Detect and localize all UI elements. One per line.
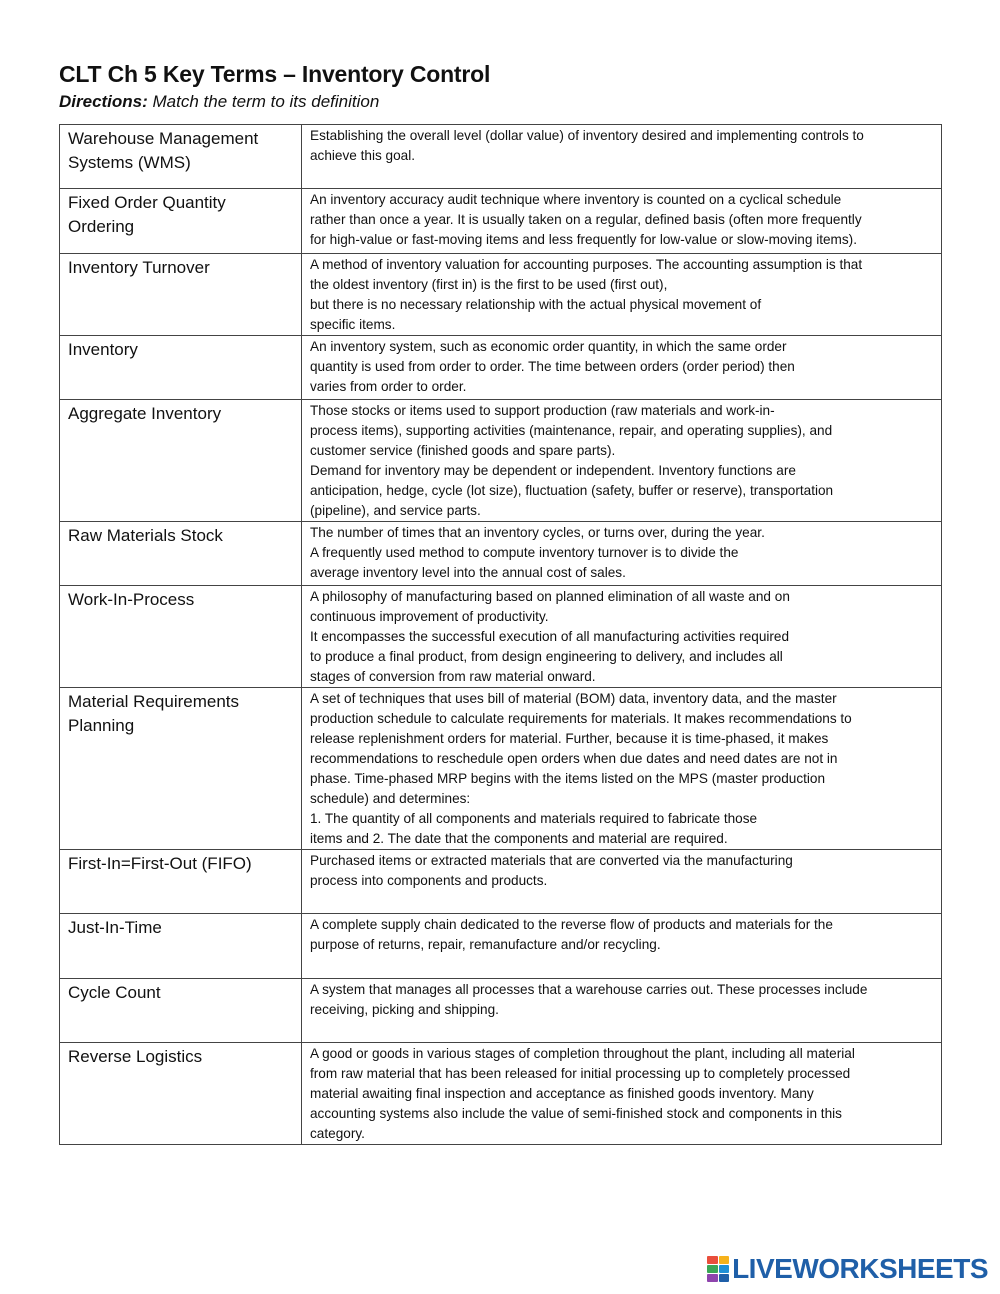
term-cell[interactable]: Warehouse Management Systems (WMS) [60,125,302,189]
table-row [60,586,942,688]
term-cell[interactable]: Inventory [60,336,302,400]
definition-cell[interactable]: A complete supply chain dedicated to the reverse flow of products and materials for the purpose of returns, repair, remanufacture and/or recycling. [302,914,942,979]
term-cell[interactable]: Raw Materials Stock [60,522,302,586]
table-row [60,400,942,522]
directions-label: Directions: [59,92,148,111]
logo-block [707,1274,718,1282]
table-row [60,189,942,254]
definition-cell[interactable]: An inventory system, such as economic order quantity, in which the same order quantity is used from order to order. The time between orders (order period) then varies from order to order. [302,336,942,400]
logo-block [707,1265,718,1273]
term-cell[interactable]: Inventory Turnover [60,254,302,336]
logo-mark-icon [707,1256,729,1282]
definition-cell[interactable]: Establishing the overall level (dollar value) of inventory desired and implementing controls to achieve this goal. [302,125,942,189]
term-cell[interactable]: Material Requirements Planning [60,688,302,850]
term-cell[interactable]: Just-In-Time [60,914,302,979]
definition-cell[interactable]: An inventory accuracy audit technique where inventory is counted on a cyclical schedule rather than once a year. It is usually taken on a regular, defined basis (often more frequently for high-value or fast-moving items and less frequently for low-value or slow-moving items). [302,189,942,254]
logo-block [719,1265,730,1273]
logo-block [707,1256,718,1264]
definition-cell[interactable]: A good or goods in various stages of completion throughout the plant, including all material from raw material that has been released for initial processing up to completely processed material awaiting final inspection and acceptance as finished goods inventory. Many accounting systems also include the value of semi-finished stock and components in this category. [302,1043,942,1145]
table-row [60,336,942,400]
table-row [60,254,942,336]
table-row [60,850,942,914]
logo-block [719,1274,730,1282]
definition-cell[interactable]: The number of times that an inventory cycles, or turns over, during the year. A frequently used method to compute inventory turnover is to divide the average inventory level into the annual cost of sales. [302,522,942,586]
terms-table [59,124,942,1145]
definition-cell[interactable]: A system that manages all processes that a warehouse carries out. These processes include receiving, picking and shipping. [302,979,942,1043]
term-cell[interactable]: Fixed Order Quantity Ordering [60,189,302,254]
definition-cell[interactable]: Purchased items or extracted materials that are converted via the manufacturing process into components and products. [302,850,942,914]
logo-text: LIVEWORKSHEETS [732,1253,988,1284]
table-row [60,1043,942,1145]
table-row [60,688,942,850]
table-row [60,979,942,1043]
definition-cell[interactable]: A set of techniques that uses bill of material (BOM) data, inventory data, and the master production schedule to calculate requirements for materials. It makes recommendations to release replenishment orders for material. Further, because it is time-phased, it makes recommendations to reschedule open orders when due dates and need dates are not in phase. Time-phased MRP begins with the items listed on the MPS (master production schedule) and determines: 1. The quantity of all components and materials required to fabricate those items and 2. The date that the components and material are required. [302,688,942,850]
logo-block [719,1256,730,1264]
table-row [60,125,942,189]
directions [59,92,379,112]
table-row [60,522,942,586]
term-cell[interactable]: Reverse Logistics [60,1043,302,1145]
definition-cell[interactable]: A method of inventory valuation for accounting purposes. The accounting assumption is that the oldest inventory (first in) is the first to be used (first out), but there is no necessary relationship with the actual physical movement of specific items. [302,254,942,336]
definition-cell[interactable]: Those stocks or items used to support production (raw materials and work-in- process items), supporting activities (maintenance, repair, and operating supplies), and customer service (finished goods and spare parts). Demand for inventory may be dependent or independent. Inventory functions are anticipation, hedge, cycle (lot size), fluctuation (safety, buffer or reserve), transportation (pipeline), and service parts. [302,400,942,522]
definition-cell[interactable]: A philosophy of manufacturing based on planned elimination of all waste and on continuous improvement of productivity. It encompasses the successful execution of all manufacturing activities required to produce a final product, from design engineering to delivery, and includes all stages of conversion from raw material onward. [302,586,942,688]
term-cell[interactable]: Aggregate Inventory [60,400,302,522]
page-title: CLT Ch 5 Key Terms – Inventory Control [59,61,491,87]
term-cell[interactable]: Work-In-Process [60,586,302,688]
liveworksheets-logo[interactable] [707,1254,988,1284]
term-cell[interactable]: Cycle Count [60,979,302,1043]
directions-text: Match the term to its definition [147,92,380,111]
table-row [60,914,942,979]
term-cell[interactable]: First-In=First-Out (FIFO) [60,850,302,914]
